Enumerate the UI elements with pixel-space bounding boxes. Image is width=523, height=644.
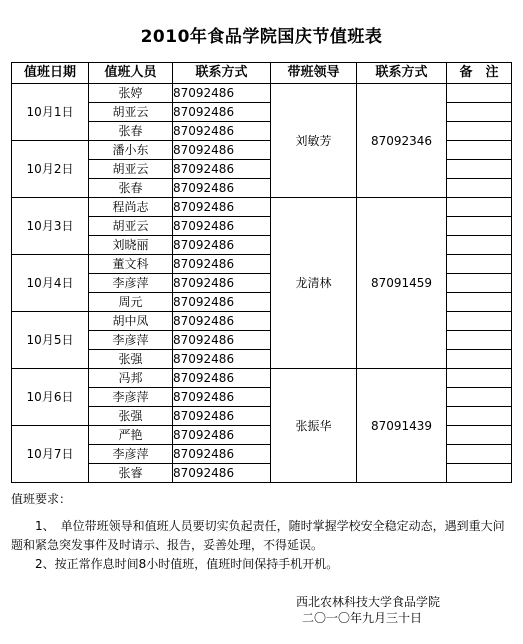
date-cell: 10月3日 xyxy=(12,198,89,255)
staff-name: 胡亚云 xyxy=(89,103,173,122)
signature-block xyxy=(296,594,440,626)
staff-name: 张睿 xyxy=(89,464,173,483)
staff-phone: 87092486 xyxy=(173,179,271,198)
note-cell xyxy=(447,426,512,445)
staff-phone: 87092486 xyxy=(173,122,271,141)
note-cell xyxy=(447,312,512,331)
staff-name: 胡亚云 xyxy=(89,217,173,236)
header-leader: 带班领导 xyxy=(271,63,357,84)
date-cell: 10月5日 xyxy=(12,312,89,369)
staff-name: 张强 xyxy=(89,407,173,426)
header-leader-contact: 联系方式 xyxy=(357,63,447,84)
note-cell xyxy=(447,350,512,369)
staff-name: 张强 xyxy=(89,350,173,369)
date-cell: 10月1日 xyxy=(12,84,89,141)
leader-phone: 87092346 xyxy=(357,84,447,198)
requirements-heading: 值班要求： xyxy=(11,492,72,506)
leader-phone: 87091459 xyxy=(357,198,447,369)
staff-phone: 87092486 xyxy=(173,426,271,445)
staff-name: 李彦萍 xyxy=(89,388,173,407)
staff-phone: 87092486 xyxy=(173,350,271,369)
header-person: 值班人员 xyxy=(89,63,173,84)
staff-phone: 87092486 xyxy=(173,388,271,407)
staff-phone: 87092486 xyxy=(173,407,271,426)
staff-name: 董文科 xyxy=(89,255,173,274)
staff-name: 张春 xyxy=(89,179,173,198)
note-cell xyxy=(447,293,512,312)
staff-name: 李彦萍 xyxy=(89,445,173,464)
duty-requirements xyxy=(11,490,511,574)
staff-name: 冯邦 xyxy=(89,369,173,388)
note-cell xyxy=(447,236,512,255)
staff-name: 潘小东 xyxy=(89,141,173,160)
leader-name: 刘敏芳 xyxy=(271,84,357,198)
staff-name: 李彦萍 xyxy=(89,331,173,350)
staff-phone: 87092486 xyxy=(173,255,271,274)
signature-org: 西北农林科技大学食品学院 xyxy=(296,595,441,609)
header-notes: 备 注 xyxy=(447,63,512,84)
note-cell xyxy=(447,445,512,464)
staff-phone: 87092486 xyxy=(173,445,271,464)
table-row xyxy=(12,84,512,103)
staff-phone: 87092486 xyxy=(173,236,271,255)
note-cell xyxy=(447,369,512,388)
staff-name: 程尚志 xyxy=(89,198,173,217)
note-cell xyxy=(447,388,512,407)
leader-name: 龙清林 xyxy=(271,198,357,369)
leader-name: 张振华 xyxy=(271,369,357,483)
staff-name: 严艳 xyxy=(89,426,173,445)
staff-phone: 87092486 xyxy=(173,160,271,179)
note-cell xyxy=(447,464,512,483)
staff-name: 李彦萍 xyxy=(89,274,173,293)
note-cell xyxy=(447,331,512,350)
requirement-item: 2、按正常作息时间8小时值班，值班时间保持手机开机。 xyxy=(35,557,339,571)
staff-phone: 87092486 xyxy=(173,464,271,483)
staff-name: 刘晓丽 xyxy=(89,236,173,255)
staff-name: 张春 xyxy=(89,122,173,141)
header-contact: 联系方式 xyxy=(173,63,271,84)
staff-phone: 87092486 xyxy=(173,103,271,122)
staff-phone: 87092486 xyxy=(173,84,271,103)
table-row xyxy=(12,369,512,388)
staff-phone: 87092486 xyxy=(173,312,271,331)
staff-name: 周元 xyxy=(89,293,173,312)
duty-table xyxy=(11,62,512,483)
date-cell: 10月2日 xyxy=(12,141,89,198)
staff-phone: 87092486 xyxy=(173,369,271,388)
staff-phone: 87092486 xyxy=(173,274,271,293)
header-date: 值班日期 xyxy=(12,63,89,84)
note-cell xyxy=(447,141,512,160)
date-cell: 10月4日 xyxy=(12,255,89,312)
staff-phone: 87092486 xyxy=(173,293,271,312)
note-cell xyxy=(447,274,512,293)
date-cell: 10月7日 xyxy=(12,426,89,483)
note-cell xyxy=(447,198,512,217)
table-row xyxy=(12,198,512,217)
staff-phone: 87092486 xyxy=(173,331,271,350)
leader-phone: 87091439 xyxy=(357,369,447,483)
note-cell xyxy=(447,84,512,103)
note-cell xyxy=(447,122,512,141)
requirement-item: 1、 单位带班领导和值班人员要切实负起责任，随时掌握学校安全稳定动态，遇到重大问题和紧急突发事件及时请示、报告，妥善处理，不得延误。 xyxy=(11,519,505,552)
note-cell xyxy=(447,160,512,179)
staff-name: 胡亚云 xyxy=(89,160,173,179)
note-cell xyxy=(447,179,512,198)
note-cell xyxy=(447,255,512,274)
table-header-row xyxy=(12,63,512,84)
staff-phone: 87092486 xyxy=(173,217,271,236)
staff-phone: 87092486 xyxy=(173,141,271,160)
note-cell xyxy=(447,407,512,426)
staff-phone: 87092486 xyxy=(173,198,271,217)
note-cell xyxy=(447,103,512,122)
staff-name: 胡中凤 xyxy=(89,312,173,331)
signature-date: 二〇一〇年九月三十日 xyxy=(302,611,423,625)
note-cell xyxy=(447,217,512,236)
page-title: 2010年食品学院国庆节值班表 xyxy=(140,27,383,47)
staff-name: 张婷 xyxy=(89,84,173,103)
date-cell: 10月6日 xyxy=(12,369,89,426)
